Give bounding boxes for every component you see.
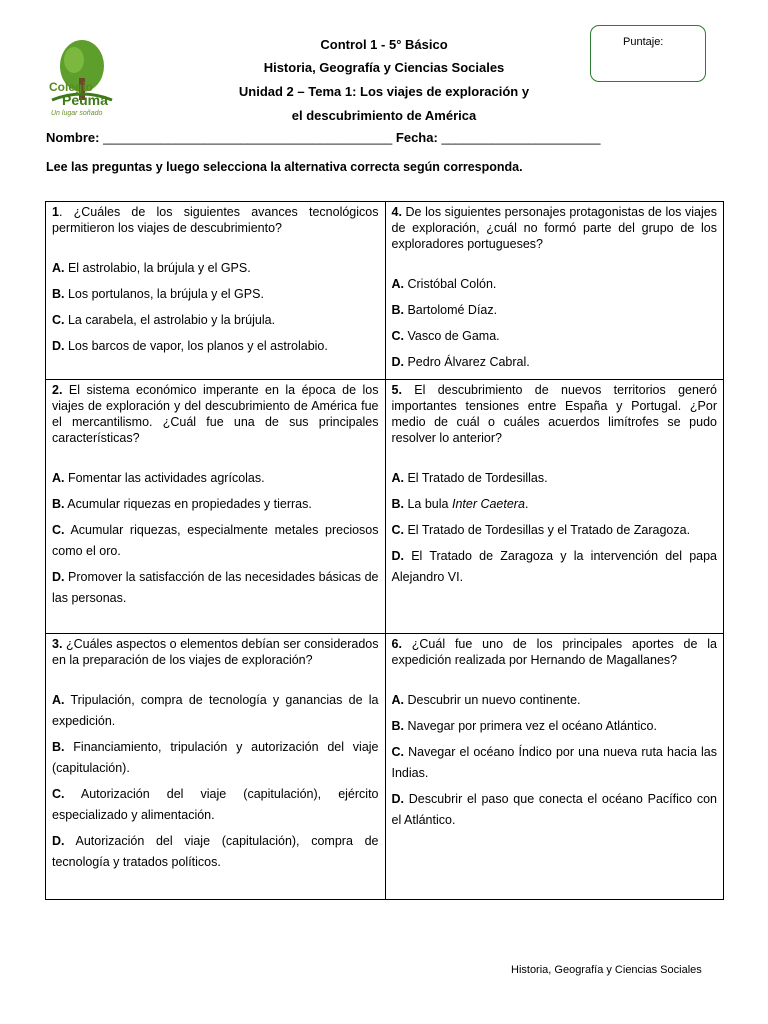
question-5: [385, 380, 724, 633]
answer-option[interactable]: [52, 520, 379, 562]
answer-option[interactable]: [392, 716, 718, 737]
question-prompt: El descubrimiento de nuevos territorios generó importantes tensiones entre España y Portugal. ¿Por medio de cuál o cuáles acuerdos limítrofes se pudo resolver lo anterior?: [391, 383, 717, 445]
answer-option[interactable]: [52, 336, 379, 357]
option-text: Promover la satisfacción de las necesidades básicas de las personas.: [52, 570, 379, 605]
answer-option[interactable]: [52, 284, 379, 305]
question-4: [385, 202, 724, 379]
answer-option[interactable]: [392, 300, 718, 321]
option-letter: C.: [391, 745, 404, 759]
option-text: Cristóbal Colón.: [404, 277, 497, 291]
option-italic-text: Inter Caetera: [451, 497, 525, 511]
option-text: Los portulanos, la brújula y el GPS.: [64, 287, 264, 301]
question-number: 3.: [52, 637, 63, 651]
question-text: [52, 204, 379, 236]
option-letter: D.: [391, 792, 404, 806]
question-text: [392, 636, 718, 668]
question-prompt: El sistema económico imperante en la época de los viajes de exploración y del descubrimiento de América fue el mercantilismo. ¿Cuál fue una de sus principales características?: [52, 383, 379, 445]
question-prompt: ¿Cuáles aspectos o elementos debían ser considerados en la preparación de los viajes de exploración?: [52, 637, 379, 667]
question-number: 5.: [391, 383, 402, 397]
table-row: [46, 202, 723, 379]
option-text: El astrolabio, la brújula y el GPS.: [64, 261, 251, 275]
question-number: 1: [52, 205, 59, 219]
option-letter: A.: [391, 471, 404, 485]
table-row: [46, 379, 723, 633]
option-text: Pedro Álvarez Cabral.: [404, 355, 530, 369]
name-field[interactable]: ________________________________________: [103, 130, 393, 145]
option-text: Fomentar las actividades agrícolas.: [64, 471, 265, 485]
exam-title: Control 1 - 5° Básico: [320, 37, 448, 52]
question-text: [392, 382, 718, 446]
answer-option[interactable]: [392, 690, 718, 711]
option-letter: A.: [391, 693, 404, 707]
subject-title: Historia, Geografía y Ciencias Sociales: [263, 60, 505, 75]
logo-text-peuma: Peuma: [62, 92, 108, 108]
question-3: [46, 634, 385, 899]
unit-title: Unidad 2 – Tema 1: Los viajes de exploración y: [238, 84, 530, 99]
answer-option[interactable]: [392, 468, 718, 489]
answer-option[interactable]: [52, 468, 379, 489]
option-text: Autorización del viaje (capitulación), ejército especializado y alimentación.: [52, 787, 379, 822]
question-text: [52, 382, 379, 446]
footer-subject: Historia, Geografía y Ciencias Sociales: [511, 964, 702, 976]
answer-option[interactable]: [52, 258, 379, 279]
answer-option[interactable]: [52, 784, 379, 826]
logo-tagline: Un lugar soñado: [51, 110, 103, 117]
option-text: Vasco de Gama.: [404, 329, 500, 343]
option-text: Los barcos de vapor, los planos y el astrolabio.: [64, 339, 328, 353]
question-prompt: ¿Cuál fue uno de los principales aportes de la expedición realizada por Hernando de Magallanes?: [391, 637, 717, 667]
option-letter: D.: [52, 834, 65, 848]
answer-option[interactable]: [392, 742, 718, 784]
option-letter: C.: [391, 523, 404, 537]
answer-option[interactable]: [52, 567, 379, 609]
answer-option[interactable]: [52, 310, 379, 331]
option-text: La carabela, el astrolabio y la brújula.: [64, 313, 276, 327]
option-letter: B.: [52, 287, 65, 301]
unit-title-continued: el descubrimiento de América: [291, 108, 477, 123]
option-letter: D.: [52, 570, 65, 584]
table-row: [46, 633, 723, 899]
score-label: Puntaje:: [623, 36, 664, 48]
answer-option[interactable]: [52, 690, 379, 732]
option-letter: A.: [52, 471, 65, 485]
option-text: Descubrir un nuevo continente.: [404, 693, 581, 707]
answer-option[interactable]: [392, 274, 718, 295]
instructions: Lee las preguntas y luego selecciona la alternativa correcta según corresponda.: [46, 160, 523, 174]
option-text: Financiamiento, tripulación y autorización del viaje (capitulación).: [52, 740, 379, 775]
question-prompt: De los siguientes personajes protagonistas de los viajes de exploración, ¿cuál no formó parte del grupo de los exploradores portugueses?: [391, 205, 717, 251]
answer-option[interactable]: [392, 352, 718, 373]
answer-option[interactable]: [392, 520, 718, 541]
question-text: [392, 204, 718, 252]
answer-option[interactable]: [392, 326, 718, 347]
name-date-line: [46, 130, 601, 145]
option-letter: C.: [52, 313, 65, 327]
option-text: El Tratado de Zaragoza y la intervención del papa Alejandro VI.: [391, 549, 717, 584]
option-text: Descubrir el paso que conecta el océano Pacífico con el Atlántico.: [391, 792, 717, 827]
option-letter: A.: [52, 693, 65, 707]
option-text: Autorización del viaje (capitulación), compra de tecnología y tratados políticos.: [52, 834, 379, 869]
question-6: [385, 634, 724, 899]
option-text: El Tratado de Tordesillas y el Tratado de Zaragoza.: [404, 523, 691, 537]
option-text: El Tratado de Tordesillas.: [404, 471, 548, 485]
question-1: [46, 202, 385, 379]
question-text: [52, 636, 379, 668]
answer-option[interactable]: [392, 494, 718, 515]
option-text: Acumular riquezas en propiedades y tierras.: [64, 497, 312, 511]
logo-text-colegio: Colegio: [49, 80, 93, 94]
answer-option[interactable]: [52, 494, 379, 515]
option-letter: B.: [391, 719, 404, 733]
answer-option[interactable]: [392, 546, 718, 588]
option-text-end: .: [524, 497, 529, 511]
answer-option[interactable]: [52, 831, 379, 873]
option-text: Acumular riquezas, especialmente metales preciosos como el oro.: [52, 523, 379, 558]
option-text: Bartolomé Díaz.: [404, 303, 498, 317]
option-text: La bula: [404, 497, 452, 511]
question-2: [46, 380, 385, 633]
option-text: Tripulación, compra de tecnología y ganancias de la expedición.: [52, 693, 379, 728]
question-prompt: . ¿Cuáles de los siguientes avances tecnológicos permitieron los viajes de descubrimiento?: [52, 205, 379, 235]
answer-option[interactable]: [52, 737, 379, 779]
name-label: Nombre:: [46, 130, 100, 145]
date-field[interactable]: ______________________: [441, 130, 601, 145]
option-text: Navegar por primera vez el océano Atlántico.: [404, 719, 657, 733]
question-number: 2.: [52, 383, 63, 397]
answer-option[interactable]: [392, 789, 718, 831]
option-letter: C.: [52, 523, 65, 537]
option-letter: D.: [52, 339, 65, 353]
option-letter: A.: [52, 261, 65, 275]
option-letter: C.: [391, 329, 404, 343]
score-box[interactable]: [590, 25, 706, 82]
option-letter: C.: [52, 787, 65, 801]
question-number: 6.: [391, 637, 402, 651]
option-letter: A.: [391, 277, 404, 291]
option-letter: B.: [52, 740, 65, 754]
option-letter: B.: [52, 497, 65, 511]
date-label: Fecha:: [395, 130, 438, 145]
option-text: Navegar el océano Índico por una nueva ruta hacia las Indias.: [391, 745, 717, 780]
option-letter: B.: [391, 303, 404, 317]
option-letter: B.: [391, 497, 404, 511]
question-number: 4.: [391, 205, 402, 219]
option-letter: D.: [391, 549, 404, 563]
questions-table: [45, 201, 724, 900]
option-letter: D.: [391, 355, 404, 369]
